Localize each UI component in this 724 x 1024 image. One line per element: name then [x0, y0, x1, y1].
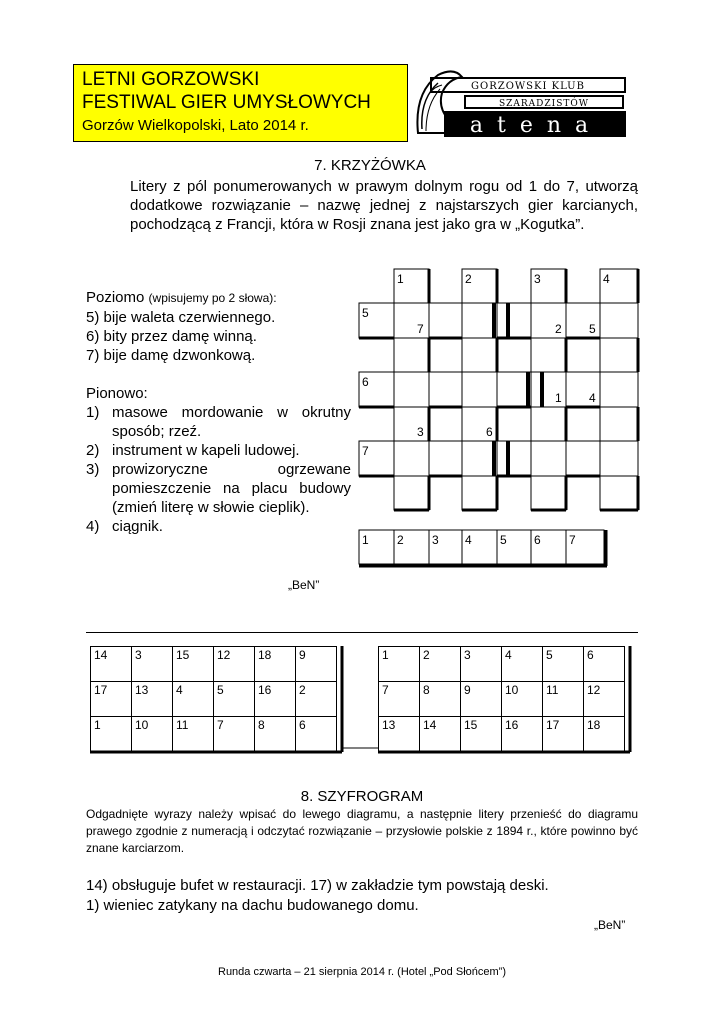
down-clue: 1) masowe mordowanie w okrutny sposób; rzeź.	[86, 404, 351, 440]
grid-top-number: 2	[465, 272, 472, 286]
grid-cell: 17	[543, 717, 584, 752]
grid-cell: 4	[173, 682, 214, 717]
across-note: (wpisujemy po 2 słowa):	[148, 291, 277, 305]
crossword-intro: Litery z pól ponumerowanych w prawym dolnym rogu od 1 do 7, utworzą dodatkowe rozwiązanie – nazwę jednej z najstarszych gier karcianych, pochodzącą z Francji, która w Rosji znana jest jako gra w „Kogutka”.	[130, 178, 638, 233]
down-clue: 3) prowizoryczne ogrzewane pomieszczenie na placu budowy (zmień literę w słowie cieplik).	[86, 461, 351, 516]
szyfrogram-author: „BeN”	[594, 918, 626, 932]
across-clue: 7) bije damę dzwonkową.	[86, 347, 256, 364]
grid-cell: 1	[379, 647, 420, 682]
solution-cell: 1	[362, 533, 369, 547]
grid-cell: 2	[420, 647, 461, 682]
szyfrogram-clue-line: 14) obsługuje bufet w restauracji. 17) w zakładzie tym powstają deski.	[86, 877, 549, 894]
grid-cell: 4	[502, 647, 543, 682]
grid-corner-number: 2	[555, 322, 562, 336]
grid-cell: 18	[255, 647, 296, 682]
crossword-author: „BeN”	[288, 578, 320, 592]
logo-name-text: atena	[469, 113, 603, 138]
grid-cell: 14	[91, 647, 132, 682]
grid-cell: 10	[132, 717, 173, 752]
page-footer: Runda czwarta – 21 sierpnia 2014 r. (Hotel „Pod Słońcem”)	[218, 966, 506, 978]
crossword-clues	[86, 288, 351, 536]
grid-cell: 16	[502, 717, 543, 752]
grid-cell: 12	[214, 647, 255, 682]
grid-corner-number: 4	[589, 391, 596, 405]
crossword-title: 7. KRZYŻÓWKA	[314, 157, 426, 174]
grid-cell: 18	[584, 717, 625, 752]
grid-cell: 1	[91, 717, 132, 752]
across-heading	[86, 288, 351, 308]
solution-cell: 6	[534, 533, 541, 547]
grid-cell: 2	[296, 682, 337, 717]
grid-cell: 9	[296, 647, 337, 682]
atena-club-logo	[408, 63, 630, 143]
solution-cell: 7	[569, 533, 576, 547]
logo-top-text: GORZOWSKI KLUB	[471, 81, 585, 92]
grid-cell: 8	[255, 717, 296, 752]
section-divider	[86, 632, 638, 633]
grid-cell: 11	[173, 717, 214, 752]
grid-cell: 7	[214, 717, 255, 752]
grid-cell: 3	[461, 647, 502, 682]
solution-cell: 4	[465, 533, 472, 547]
grid-cell: 16	[255, 682, 296, 717]
szyfrogram-title: 8. SZYFROGRAM	[300, 788, 424, 805]
grid-row-label: 5	[362, 306, 369, 320]
header-line-1: LETNI GORZOWSKI	[82, 69, 260, 90]
szyfrogram-description: Odgadnięte wyrazy należy wpisać do lewego diagramu, a następnie litery przenieść do diagramu prawego zgodnie z numeracją i odczytać rozwiązanie – przysłowie polskie z 1894 r., które powinno być znane karciarzom.	[86, 807, 638, 855]
across-heading-label: Poziomo	[86, 289, 145, 306]
solution-cell: 3	[432, 533, 439, 547]
solution-cell: 2	[397, 533, 404, 547]
grid-cell: 15	[461, 717, 502, 752]
grid-cell: 14	[420, 717, 461, 752]
grid-top-number: 4	[603, 272, 610, 286]
down-clue: 4) ciągnik.	[86, 518, 163, 535]
grid-corner-number: 1	[555, 391, 562, 405]
grid-corner-number: 6	[486, 425, 493, 439]
header-line-2: FESTIWAL GIER UMYSŁOWYCH	[82, 92, 371, 113]
header-line-3: Gorzów Wielkopolski, Lato 2014 r.	[82, 117, 309, 134]
down-clue: 2) instrument w kapeli ludowej.	[86, 442, 300, 459]
grid-cell: 5	[214, 682, 255, 717]
festival-header	[73, 64, 408, 142]
grid-cell: 8	[420, 682, 461, 717]
szyfrogram-right-grid	[378, 646, 625, 752]
grid-cell: 13	[132, 682, 173, 717]
grid-cell: 13	[379, 717, 420, 752]
down-clues-list	[86, 403, 351, 536]
grid-cell: 9	[461, 682, 502, 717]
grid-cell: 7	[379, 682, 420, 717]
across-clue: 5) bije waleta czerwiennego.	[86, 309, 276, 326]
logo-mid-text: SZARADZISTÓW	[498, 99, 590, 109]
grid-cell: 6	[584, 647, 625, 682]
grid-row-label: 7	[362, 444, 369, 458]
solution-cell: 5	[500, 533, 507, 547]
szyfrogram-clue-line: 1) wieniec zatykany na dachu budowanego domu.	[86, 897, 419, 914]
szyfrogram-left-grid	[90, 646, 337, 752]
grid-top-number: 3	[534, 272, 541, 286]
grid-cell: 12	[584, 682, 625, 717]
grid-cell: 17	[91, 682, 132, 717]
down-heading: Pionowo:	[86, 385, 148, 402]
grid-cell: 6	[296, 717, 337, 752]
grid-cell: 3	[132, 647, 173, 682]
grid-corner-number: 7	[417, 322, 424, 336]
grid-row-label: 6	[362, 375, 369, 389]
grid-cell: 15	[173, 647, 214, 682]
grid-top-number: 1	[397, 272, 404, 286]
grid-cell: 10	[502, 682, 543, 717]
szyfrogram-clues	[86, 876, 646, 916]
across-clue: 6) bity przez damę winną.	[86, 328, 257, 345]
grid-corner-number: 3	[417, 425, 424, 439]
grid-cell: 5	[543, 647, 584, 682]
grid-cell: 11	[543, 682, 584, 717]
grid-corner-number: 5	[589, 322, 596, 336]
